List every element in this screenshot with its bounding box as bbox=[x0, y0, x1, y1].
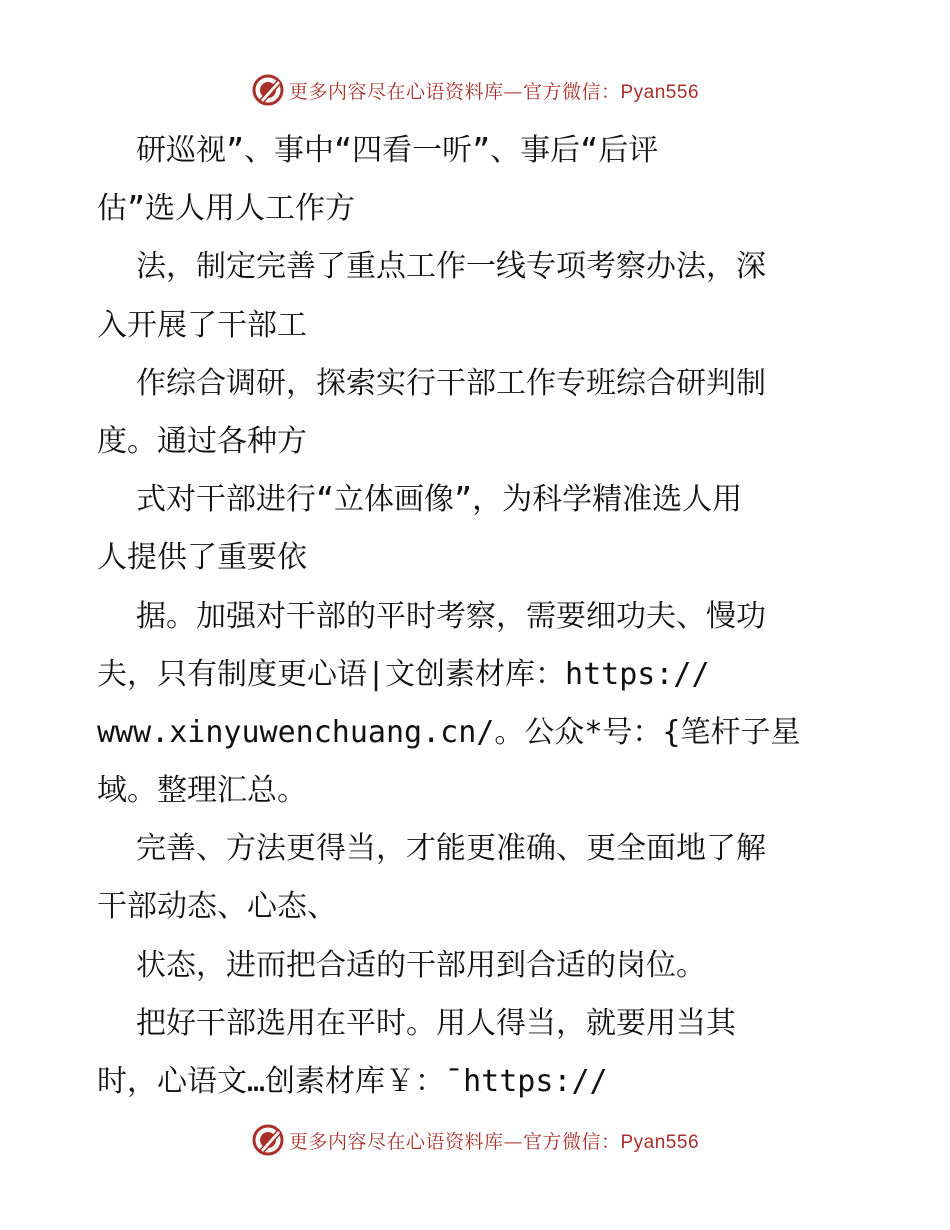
body-line: www.xinyuwenchuang.cn/。公众*号：{笔杆子星 bbox=[97, 714, 801, 750]
body-line: 完善、方法更得当，才能更准确、更全面地了解 bbox=[136, 831, 766, 867]
footer-banner-contact-id: Pyan556 bbox=[620, 1131, 700, 1153]
body-line: 式对干部进行“立体画像”，为科学精准选人用 bbox=[136, 482, 743, 518]
footer-banner-contact-label: 官方微信： bbox=[522, 1130, 621, 1153]
body-line: 人提供了重要依 bbox=[97, 540, 307, 576]
body-line: 度。通过各种方 bbox=[97, 423, 307, 459]
xinyu-logo-icon bbox=[251, 1123, 285, 1157]
body-line: 状态，进而把合适的干部用到合适的岗位。 bbox=[136, 947, 706, 983]
header-banner-dash: — bbox=[503, 80, 523, 103]
body-line: 据。加强对干部的平时考察，需要细功夫、慢功 bbox=[136, 598, 766, 634]
header-banner-contact-label: 官方微信： bbox=[522, 80, 621, 103]
body-line: 域。整理汇总。 bbox=[97, 773, 307, 809]
footer-banner-dash: — bbox=[503, 1130, 523, 1153]
document-body bbox=[97, 122, 857, 1111]
header-banner-contact-id: Pyan556 bbox=[620, 81, 700, 103]
body-line: 把好干部选用在平时。用人得当，就要用当其 bbox=[136, 1005, 736, 1041]
body-line: 干部动态、心态、 bbox=[97, 889, 337, 925]
footer-banner-text bbox=[289, 1127, 699, 1154]
footer-banner-slogan: 更多内容尽在心语资料库 bbox=[288, 1130, 504, 1153]
body-line: 作综合调研，探索实行干部工作专班综合研判制 bbox=[136, 365, 766, 401]
body-line: 法，制定完善了重点工作一线专项考察办法，深 bbox=[136, 249, 766, 285]
xinyu-logo-icon bbox=[251, 73, 285, 107]
header-banner bbox=[0, 70, 950, 110]
body-line: 估”选人用人工作方 bbox=[97, 191, 356, 227]
body-line: 夫，只有制度更心语|文创素材库：https:// bbox=[97, 656, 710, 692]
header-banner-text bbox=[289, 77, 699, 104]
body-line: 时，心语文…创素材库￥：¯https:// bbox=[97, 1064, 608, 1099]
footer-banner bbox=[0, 1120, 950, 1160]
header-banner-slogan: 更多内容尽在心语资料库 bbox=[288, 80, 504, 103]
body-line: 入开展了干部工 bbox=[97, 307, 307, 343]
body-line: 研巡视”、事中“四看一听”、事后“后评 bbox=[136, 133, 659, 168]
